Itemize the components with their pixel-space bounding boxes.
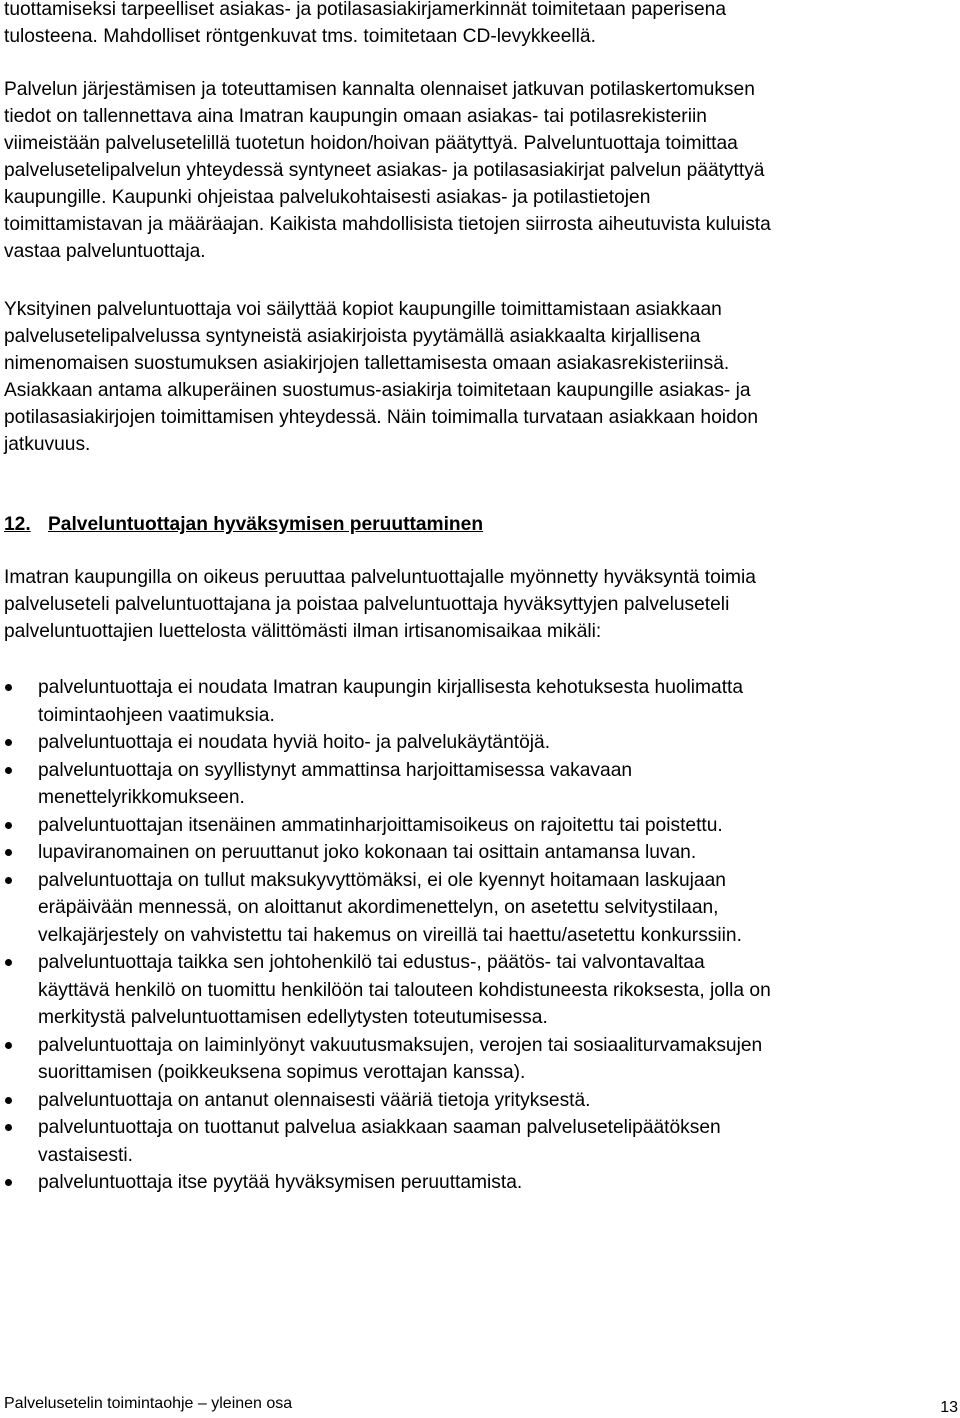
- list-item-line: vastaisesti.: [38, 1144, 133, 1166]
- list-item-line: velkajärjestely on vahvistettu tai hakemus on vireillä tai haettu/asetettu konkurssiin.: [38, 924, 742, 946]
- paragraph-top: [4, 0, 726, 50]
- list-item-line: palveluntuottaja on syyllistynyt ammattinsa harjoittamisessa vakavaan: [38, 759, 633, 781]
- section-number: 12.: [4, 514, 31, 535]
- list-item: [4, 1114, 771, 1169]
- text-line: nimenomaisen suostumuksen asiakirjojen tallettamisesta omaan asiakasrekisteriinsä.: [4, 353, 730, 374]
- footer-title: Palvelusetelin toimintaohje – yleinen osa: [4, 1395, 293, 1412]
- revocation-conditions-list: [4, 674, 771, 1197]
- text-line: potilasasiakirjojen toimittamisen yhteydessä. Näin toimimalla turvataan asiakkaan hoidon: [4, 407, 759, 428]
- bullet-icon: [5, 877, 12, 884]
- bullet-icon: [5, 959, 12, 966]
- text-line: toimittamistavan ja määräajan. Kaikista mahdollisista tietojen siirrosta aiheutuvista kuluista: [4, 214, 771, 235]
- text-line: Palvelun järjestämisen ja toteuttamisen kannalta olennaiset jatkuvan potilaskertomuksen: [4, 79, 755, 100]
- list-item-line: toimintaohjeen vaatimuksia.: [38, 704, 275, 726]
- list-item-line: eräpäivään mennessä, on aloittanut akordimenettelyn, on asetettu selvitystilaan,: [38, 897, 719, 918]
- text-line: palveluntuottajien luettelosta välittömästi ilman irtisanomisaikaa mikäli:: [4, 621, 602, 642]
- bullet-icon: [5, 1097, 12, 1104]
- list-item-line: palveluntuottaja ei noudata hyviä hoito- ja palvelukäytäntöjä.: [38, 732, 551, 753]
- list-item: [4, 812, 771, 840]
- paragraph-revocation-intro: [4, 564, 756, 645]
- list-item: [4, 949, 771, 1032]
- text-line: viimeistään palvelusetelillä tuotetun hoidon/hoivan päätyttyä. Palveluntuottaja toimittaa: [4, 133, 738, 154]
- section-heading: [4, 511, 483, 538]
- list-item-line: palveluntuottaja on antanut olennaisesti vääriä tietoja yrityksestä.: [38, 1089, 591, 1111]
- bullet-icon: [5, 1124, 12, 1131]
- list-item: [4, 1169, 771, 1197]
- page-number: 13: [940, 1399, 958, 1416]
- list-item-line: palveluntuottajan itsenäinen ammatinharjoittamisoikeus on rajoitettu tai poistettu.: [38, 814, 723, 836]
- list-item: [4, 867, 771, 950]
- list-item-line: palveluntuottaja on laiminlyönyt vakuutusmaksujen, verojen tai sosiaaliturvamaksujen: [38, 1034, 763, 1056]
- bullet-icon: [5, 739, 12, 746]
- text-line: tuottamiseksi tarpeelliset asiakas- ja potilasasiakirjamerkinnät toimitetaan paperisena: [4, 0, 727, 20]
- text-line: Asiakkaan antama alkuperäinen suostumus-asiakirja toimitetaan kaupungille asiakas- ja: [4, 380, 751, 401]
- text-line: tulosteena. Mahdolliset röntgenkuvat tms. toimitetaan CD-levykkeellä.: [4, 26, 596, 47]
- bullet-icon: [5, 822, 12, 829]
- text-line: palveluseteli palveluntuottajana ja poistaa palveluntuottaja hyväksyttyjen palveluseteli: [4, 594, 730, 615]
- bullet-icon: [5, 1179, 12, 1186]
- list-item: [4, 839, 771, 867]
- list-item: [4, 729, 771, 757]
- list-item: [4, 1087, 771, 1115]
- list-item-line: palveluntuottaja taikka sen johtohenkilö tai edustus-, päätös- tai valvontavaltaa: [38, 952, 705, 973]
- text-line: vastaa palveluntuottaja.: [4, 241, 206, 262]
- list-item-line: lupaviranomainen on peruuttanut joko kokonaan tai osittain antamansa luvan.: [38, 842, 697, 863]
- paragraph-copies: [4, 296, 758, 458]
- text-line: Imatran kaupungilla on oikeus peruuttaa palveluntuottajalle myönnetty hyväksyntä toimia: [4, 567, 756, 588]
- list-item-line: suorittamisen (poikkeuksena sopimus verottajan kanssa).: [38, 1062, 526, 1083]
- text-line: palvelusetelipalvelun yhteydessä syntyneet asiakas- ja potilasasiakirjat palvelun päätyttyä: [4, 160, 765, 181]
- text-line: Yksityinen palveluntuottaja voi säilyttää kopiot kaupungille toimittamistaan asiakkaan: [4, 299, 722, 320]
- list-item-line: palveluntuottaja on tullut maksukyvyttömäksi, ei ole kyennyt hoitamaan laskujaan: [38, 869, 726, 891]
- list-item-line: menettelyrikkomukseen.: [38, 787, 245, 808]
- bullet-icon: [5, 849, 12, 856]
- list-item-line: palveluntuottaja ei noudata Imatran kaupungin kirjallisesta kehotuksesta huolimatta: [38, 677, 744, 698]
- list-item: [4, 1032, 771, 1087]
- bullet-icon: [5, 684, 12, 691]
- section-title: Palveluntuottajan hyväksymisen peruuttaminen: [48, 514, 484, 535]
- list-item: [4, 757, 771, 812]
- text-line: jatkuvuus.: [4, 434, 91, 455]
- bullet-icon: [5, 1042, 12, 1049]
- list-item: [4, 674, 771, 729]
- text-line: tiedot on tallennettava aina Imatran kaupungin omaan asiakas- tai potilasrekisteriin: [4, 106, 707, 127]
- list-item-line: merkitystä palveluntuottamisen edellytysten toteutumisessa.: [38, 1007, 548, 1028]
- list-item-line: palveluntuottaja on tuottanut palvelua asiakkaan saaman palvelusetelipäätöksen: [38, 1117, 721, 1138]
- text-line: kaupungille. Kaupunki ohjeistaa palvelukohtaisesti asiakas- ja potilastietojen: [4, 187, 651, 208]
- bullet-icon: [5, 767, 12, 774]
- list-item-line: palveluntuottaja itse pyytää hyväksymisen peruuttamista.: [38, 1172, 523, 1193]
- paragraph-data-storage: [4, 76, 771, 265]
- text-line: palvelusetelipalvelussa syntyneistä asiakirjoista pyytämällä asiakkaalta kirjallisena: [4, 326, 701, 347]
- list-item-line: käyttävä henkilö on tuomittu henkilöön tai talouteen kohdistuneesta rikoksesta, jolla on: [38, 979, 771, 1001]
